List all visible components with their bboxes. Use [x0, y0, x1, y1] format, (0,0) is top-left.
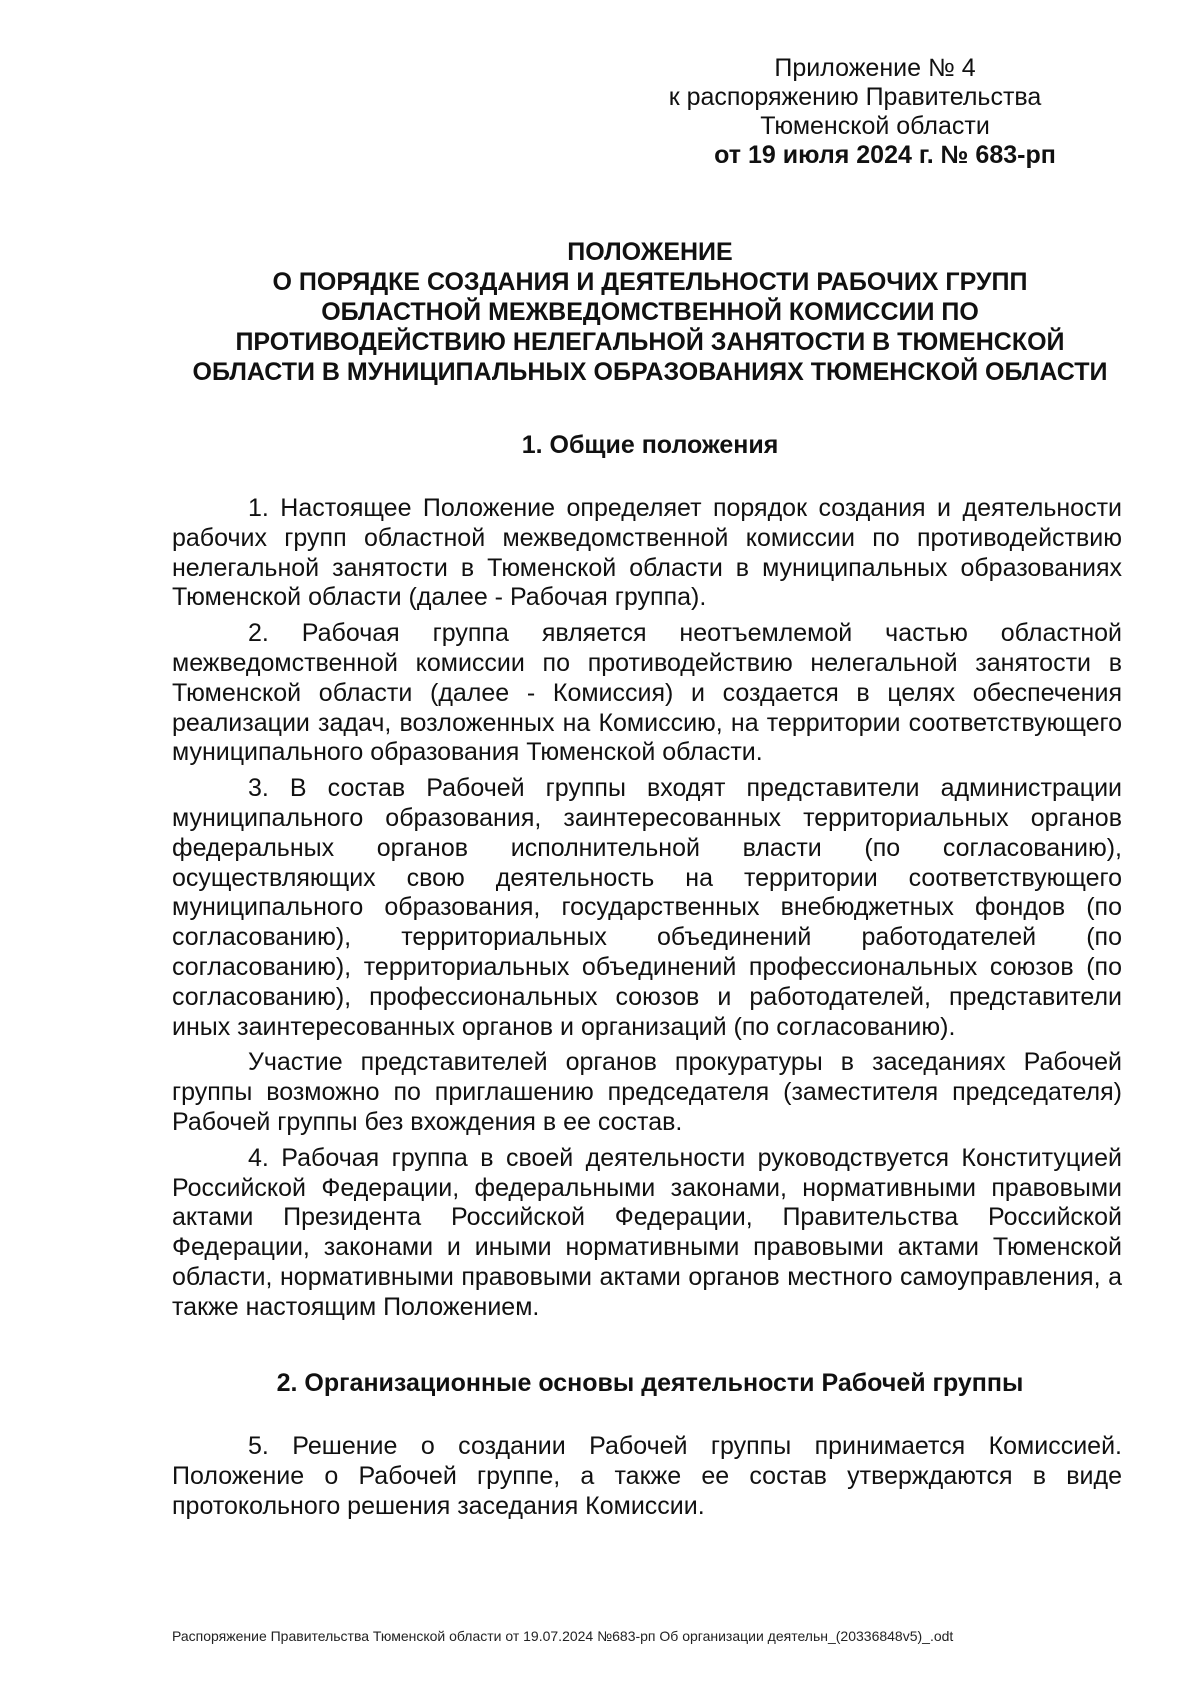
appendix-region: Тюменской области: [760, 112, 990, 140]
paragraph-5: 5. Решение о создании Рабочей группы принимается Комиссией. Положение о Рабочей группе, а также ее состав утверждаются в виде протокольного решения заседания Комиссии.: [172, 1432, 1122, 1520]
title-line-1: ПОЛОЖЕНИЕ: [567, 238, 733, 266]
appendix-block: [625, 54, 1085, 170]
paragraph-3: 3. В состав Рабочей группы входят представители администрации муниципального образования, заинтересованных территориальных органов федеральных органов исполнительной власти (по согласованию), осуществляющих свою деятельность на территории соответствующего муниципального образования, государственных внебюджетных фондов (по согласованию), территориальных объединений работодателей (по согласованию), территориальных объединений профессиональных союзов (по согласованию), профессиональных союзов и работодателей, представители иных заинтересованных органов и организаций (по согласованию).: [172, 774, 1122, 1041]
title-line-5: ОБЛАСТИ В МУНИЦИПАЛЬНЫХ ОБРАЗОВАНИЯХ ТЮМЕНСКОЙ ОБЛАСТИ: [192, 358, 1108, 386]
paragraph-1: 1. Настоящее Положение определяет порядок создания и деятельности рабочих групп областной межведомственной комиссии по противодействию нелегальной занятости в Тюменской области в муниципальных образованиях Тюменской области (далее - Рабочая группа).: [172, 494, 1122, 612]
title-line-2: О ПОРЯДКЕ СОЗДАНИЯ И ДЕЯТЕЛЬНОСТИ РАБОЧИХ ГРУПП: [272, 268, 1028, 296]
paragraph-2: 2. Рабочая группа является неотъемлемой частью областной межведомственной комиссии по противодействию нелегальной занятости в Тюменской области (далее - Комиссия) и создается в целях обеспечения реализации задач, возложенных на Комиссию, на территории соответствующего муниципального образования Тюменской области.: [172, 619, 1122, 767]
section-2-heading: 2. Организационные основы деятельности Рабочей группы: [276, 1369, 1024, 1397]
appendix-date-number: от 19 июля 2024 г. № 683-рп: [714, 141, 1056, 169]
paragraph-4: 4. Рабочая группа в своей деятельности руководствуется Конституцией Российской Федерации, федеральными законами, нормативными правовыми актами Президента Российской Федерации, Правительства Российской Федерации, законами и иными нормативными правовыми актами Тюменской области, нормативными правовыми актами органов местного самоуправления, а также настоящим Положением.: [172, 1143, 1122, 1321]
appendix-number: Приложение № 4: [774, 54, 976, 82]
page-footer: Распоряжение Правительства Тюменской области от 19.07.2024 №683-рп Об организации деятельн_(20336848v5)_.odt: [172, 1628, 954, 1644]
section-1-heading: 1. Общие положения: [521, 431, 779, 459]
document-title: [170, 237, 1130, 387]
title-line-3: ОБЛАСТНОЙ МЕЖВЕДОМСТВЕННОЙ КОМИССИИ ПО: [321, 298, 979, 326]
title-line-4: ПРОТИВОДЕЙСТВИЮ НЕЛЕГАЛЬНОЙ ЗАНЯТОСТИ В ТЮМЕНСКОЙ: [235, 328, 1065, 356]
appendix-reference: к распоряжению Правительства: [668, 83, 1042, 111]
section-2-body: [172, 1432, 1122, 1527]
section-1-body: [172, 494, 1122, 1329]
paragraph-3-note: Участие представителей органов прокуратуры в заседаниях Рабочей группы возможно по приглашению председателя (заместителя председателя) Рабочей группы без вхождения в ее состав.: [172, 1048, 1122, 1136]
